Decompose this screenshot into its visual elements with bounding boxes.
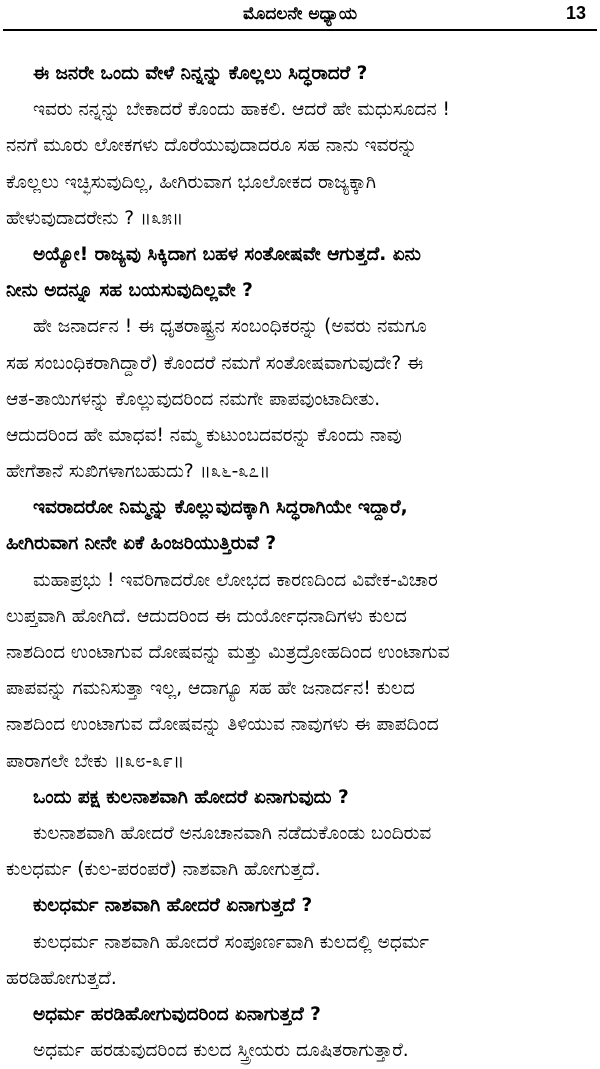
answer-line: ಕುಲಧರ್ಮ ನಾಶವಾಗಿ ಹೋದರೆ ಸಂಪೂರ್ಣವಾಗಿ ಕುಲದಲ್ಲಿ ಅಧರ್ಮ <box>33 931 430 953</box>
answer-line: ಪಾರಾಗಲೇ ಬೇಕು ॥೩೮-೩೯॥ <box>6 750 185 772</box>
answer-line: ಮಹಾಪ್ರಭು ! ಇವರಿಗಾದರೋ ಲೋಭದ ಕಾರಣದಿಂದ ವಿವೇಕ-ವಿಚಾರ <box>33 569 438 591</box>
answer-line: ಪಾಪವನ್ನು ಗಮನಿಸುತ್ತಾ ಇಲ್ಲ, ಆದಾಗ್ಯೂ ಸಹ ಹೇ ಜನಾರ್ದನ! ಕುಲದ <box>6 678 415 700</box>
answer-line: ಆದುದರಿಂದ ಹೇ ಮಾಧವ! ನಮ್ಮ ಕುಟುಂಬದವರನ್ನು ಕೊಂದು ನಾವು <box>6 424 402 446</box>
question-line: ಅಧರ್ಮ ಹರಡಿಹೋಗುವುದರಿಂದ ಏನಾಗುತ್ತದೆ ? <box>33 1003 321 1025</box>
answer-line: ನಾಶದಿಂದ ಉಂಟಾಗುವ ದೋಷವನ್ನು ಮತ್ತು ಮಿತ್ರದ್ರೋಹದಿಂದ ಉಂಟಾಗುವ <box>6 642 450 663</box>
qa-section <box>0 237 600 490</box>
answer-line: ಲುಪ್ತವಾಗಿ ಹೋಗಿದೆ. ಆದುದರಿಂದ ಈ ದುರ್ಯೋಧನಾದಿಗಳು ಕುಲದ <box>6 605 407 627</box>
answer-line: ಹೇಳುವುದಾದರೇನು ? ॥೩೫॥ <box>6 207 184 229</box>
question-line: ಅಯ್ಯೋ! ರಾಜ್ಯವು ಸಿಕ್ಕಿದಾಗ ಬಹಳ ಸಂತೋಷವೇ ಆಗುತ್ತದೆ. ಏನು <box>33 243 421 265</box>
answer-line: ನನಗೆ ಮೂರು ಲೋಕಗಳು ದೊರೆಯುವುದಾದರೂ ಸಹ ನಾನು ಇವರನ್ನು <box>6 135 418 157</box>
question-line: ಹೀಗಿರುವಾಗ ನೀನೇ ಏಕೆ ಹಿಂಜರಿಯುತ್ತಿರುವೆ ? <box>6 533 277 555</box>
qa-section <box>0 780 600 889</box>
page-content <box>0 56 600 1069</box>
answer-line: ಸಹ ಸಂಬಂಧಿಕರಾಗಿದ್ದಾರೆ) ಕೊಂದರೆ ನಮಗೆ ಸಂತೋಷವಾಗುವುದೇ? ಈ <box>6 352 424 374</box>
header-rule <box>3 29 597 31</box>
chapter-title: ಮೊದಲನೇ ಅಧ್ಯಾಯ <box>242 4 358 24</box>
page-number: 13 <box>565 3 586 23</box>
answer-line: ನಾಶದಿಂದ ಉಂಟಾಗುವ ದೋಷವನ್ನು ತಿಳಿಯುವ ನಾವುಗಳು ಈ ಪಾಪದಿಂದ <box>6 714 439 736</box>
page-header <box>0 0 600 30</box>
qa-section <box>0 888 600 997</box>
answer-line: ಹೇಗೆತಾನೆ ಸುಖಿಗಳಾಗಬಹುದು? ॥೩೬-೩೭॥ <box>6 461 271 483</box>
answer-line: ಕುಲನಾಶವಾಗಿ ಹೋದರೆ ಅನೂಚಾನವಾಗಿ ನಡೆದುಕೊಂಡು ಬಂದಿರುವ <box>33 822 432 844</box>
question-line: ಒಂದು ಪಕ್ಷ ಕುಲನಾಶವಾಗಿ ಹೋದರೆ ಏನಾಗುವುದು ? <box>33 786 349 808</box>
question-line: ಈ ಜನರೇ ಒಂದು ವೇಳೆ ನಿನ್ನನ್ನು ಕೊಲ್ಲಲು ಸಿದ್ಧರಾದರೆ ? <box>33 63 368 84</box>
answer-line: ಆತ-ತಾಯಿಗಳನ್ನು ಕೊಲ್ಲುವುದರಿಂದ ನಮಗೇ ಪಾಪವುಂಟಾದೀತು. <box>6 388 381 410</box>
answer-line: ಹೇ ಜನಾರ್ದನ ! ಈ ಧೃತರಾಷ್ಟ್ರನ ಸಂಬಂಧಿಕರನ್ನು (ಅವರು ನಮಗೂ <box>33 316 427 338</box>
answer-line: ಹರಡಿಹೋಗುತ್ತದೆ. <box>6 967 117 989</box>
qa-section <box>0 56 600 237</box>
question-line: ಕುಲಧರ್ಮ ನಾಶವಾಗಿ ಹೋದರೆ ಏನಾಗುತ್ತದೆ ? <box>33 895 313 917</box>
question-line: ನೀನು ಅದನ್ನೂ ಸಹ ಬಯಸುವುದಿಲ್ಲವೇ ? <box>6 280 253 302</box>
answer-line: ಕುಲಧರ್ಮ (ಕುಲ-ಪರಂಪರೆ) ನಾಶವಾಗಿ ಹೋಗುತ್ತದೆ. <box>6 859 321 881</box>
answer-line: ಇವರು ನನ್ನನ್ನು ಬೇಕಾದರೆ ಕೊಂದು ಹಾಕಲಿ. ಆದರೆ ಹೇ ಮಧುಸೂದನ ! <box>33 99 450 121</box>
qa-section <box>0 490 600 780</box>
question-line: ಇವರಾದರೋ ನಿಮ್ಮನ್ನು ಕೊಲ್ಲುವುದಕ್ಕಾಗಿ ಸಿದ್ಧರಾಗಿಯೇ ಇದ್ದಾರೆ, <box>33 497 408 519</box>
answer-line: ಅಧರ್ಮ ಹರಡುವುದರಿಂದ ಕುಲದ ಸ್ತ್ರೀಯರು ದೂಷಿತರಾಗುತ್ತಾರೆ. <box>33 1040 409 1062</box>
answer-line: ಕೊಲ್ಲಲು ಇಚ್ಛಿಸುವುದಿಲ್ಲ, ಹೀಗಿರುವಾಗ ಭೂಲೋಕದ ರಾಜ್ಯಕ್ಕಾಗಿ <box>6 171 376 193</box>
